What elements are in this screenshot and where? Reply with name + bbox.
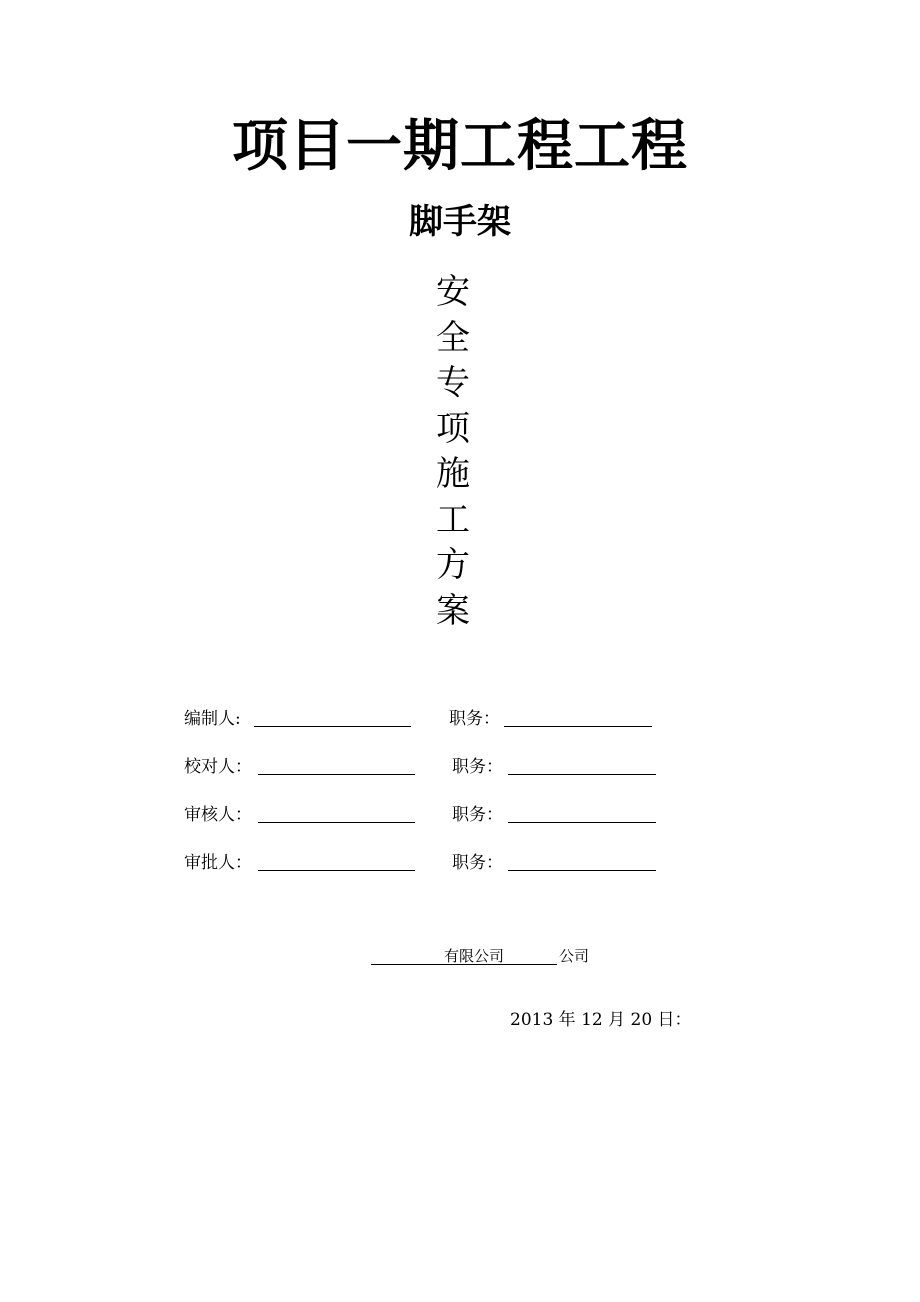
vertical-title-char: 专 bbox=[436, 363, 470, 403]
reviewer-position-label: 职务： bbox=[452, 805, 503, 825]
signature-row-compiler bbox=[184, 704, 664, 730]
approver-signature-line bbox=[258, 870, 415, 871]
vertical-title-char: 全 bbox=[436, 317, 470, 358]
signature-row-approver bbox=[184, 848, 664, 874]
vertical-title-char: 方 bbox=[436, 545, 470, 585]
vertical-title-char: 项 bbox=[436, 408, 470, 449]
proofreader-position-line bbox=[508, 774, 656, 775]
vertical-title bbox=[431, 270, 475, 634]
reviewer-signature-line bbox=[258, 822, 415, 823]
vertical-title-char: 施 bbox=[436, 454, 470, 494]
compiler-position-line bbox=[504, 726, 652, 727]
document-subtitle: 脚手架 bbox=[409, 202, 511, 242]
vertical-title-char: 工 bbox=[436, 499, 470, 540]
approver-label: 审批人： bbox=[184, 853, 252, 873]
proofreader-position-label: 职务： bbox=[452, 757, 503, 777]
compiler-position-label: 职务： bbox=[449, 709, 500, 729]
approver-position-line bbox=[508, 870, 656, 871]
document-title: 项目一期工程工程 bbox=[232, 114, 688, 179]
company-name: 有限公司 bbox=[444, 947, 505, 965]
proofreader-signature-line bbox=[258, 774, 415, 775]
signature-row-proofreader bbox=[184, 752, 664, 778]
compiler-signature-line bbox=[254, 726, 411, 727]
vertical-title-char: 案 bbox=[436, 590, 470, 631]
reviewer-position-line bbox=[508, 822, 656, 823]
signature-row-reviewer bbox=[184, 800, 664, 826]
compiler-label: 编制人: bbox=[184, 709, 241, 729]
company-suffix: 公司 bbox=[559, 947, 590, 965]
document-date: 2013 年 12 月 20 日： bbox=[510, 1010, 692, 1030]
proofreader-label: 校对人： bbox=[184, 757, 252, 777]
reviewer-label: 审核人： bbox=[184, 805, 252, 825]
approver-position-label: 职务： bbox=[452, 853, 503, 873]
vertical-title-char: 安 bbox=[436, 272, 470, 312]
